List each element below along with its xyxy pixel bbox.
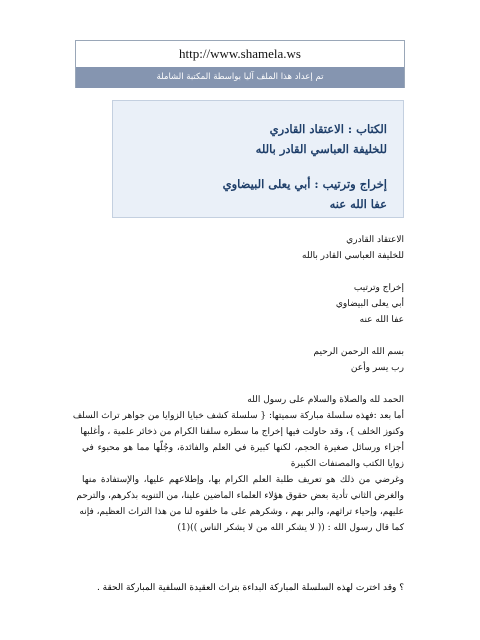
book-editor-line: إخراج وترتيب : أبي يعلى البيضاوي (222, 177, 387, 191)
book-author-line: للخليفة العباسي القادر بالله (255, 142, 387, 156)
basmala: بسم الله الرحمن الرحيم (313, 347, 404, 357)
dua-line: رب يسر وأعن (350, 363, 404, 373)
site-header-box (75, 40, 405, 88)
footnote-line: ؟ وقد اخترت لهذه السلسلة المباركة البداءة بتراث العقيدة السلفية المباركة الحقة . (96, 583, 404, 593)
paragraph-2-line: كما قال رسول الله : (( لا يشكر الله من لا يشكر الناس ))(1) (177, 523, 404, 533)
book-blessing-line: عفا الله عنه (329, 197, 387, 211)
paragraph-1-line: زوايا الكتب والمصنفات الكبيرة (290, 459, 404, 469)
paragraph-1-line: وكنوز الخلف }، وقد حاولت فيها إخراج ما سطره سلفنا الكرام من ذخائر علمية ، وأغلبها (80, 427, 404, 437)
site-url[interactable]: http://www.shamela.ws (76, 41, 404, 67)
paragraph-2-line: والغرض الثاني تأدية بعض حقوق هؤلاء العلماء الماضين علينا، من التنويه بذكرهم، والترحم (76, 491, 404, 501)
doc-editor-label: إخراج وترتيب (353, 283, 404, 293)
book-title-line: الكتاب : الاعتقاد القادري (269, 122, 387, 136)
hamdala-line: الحمد لله والصلاة والسلام على رسول الله (247, 395, 404, 405)
paragraph-1-line: أما بعد :فهذه سلسلة مباركة سميتها: { سلسلة كشف خبايا الزوايا من جواهر تراث السلف (72, 411, 404, 421)
paragraph-2-line: وغرضي من ذلك هو تعريف طلبة العلم الكرام بها، وإطلاعهم عليها، والإستفادة منها (82, 475, 404, 485)
paragraph-2-line: عليهم، وإحياء تراثهم، والبر بهم ، وشكرهم على ما خلفوه لنا من هذا التراث العظيم، فإنه (79, 507, 404, 517)
paragraph-1-line: أجزاء ورسائل صغيرة الحجم، لكنها كبيرة في العلم والفائدة، وجُلّها مما هو محبوء في (82, 443, 404, 453)
doc-author: للخليفة العباسي القادر بالله (302, 251, 404, 261)
book-info-card (112, 100, 404, 218)
doc-title: الاعتقاد القادري (346, 235, 404, 245)
doc-editor-blessing: عفا الله عنه (359, 315, 404, 325)
doc-editor-name: أبي يعلى البيضاوي (335, 299, 404, 309)
document-body (72, 232, 404, 536)
generated-by-banner: تم إعداد هذا الملف آليا بواسطة المكتبة الشاملة (76, 67, 404, 88)
